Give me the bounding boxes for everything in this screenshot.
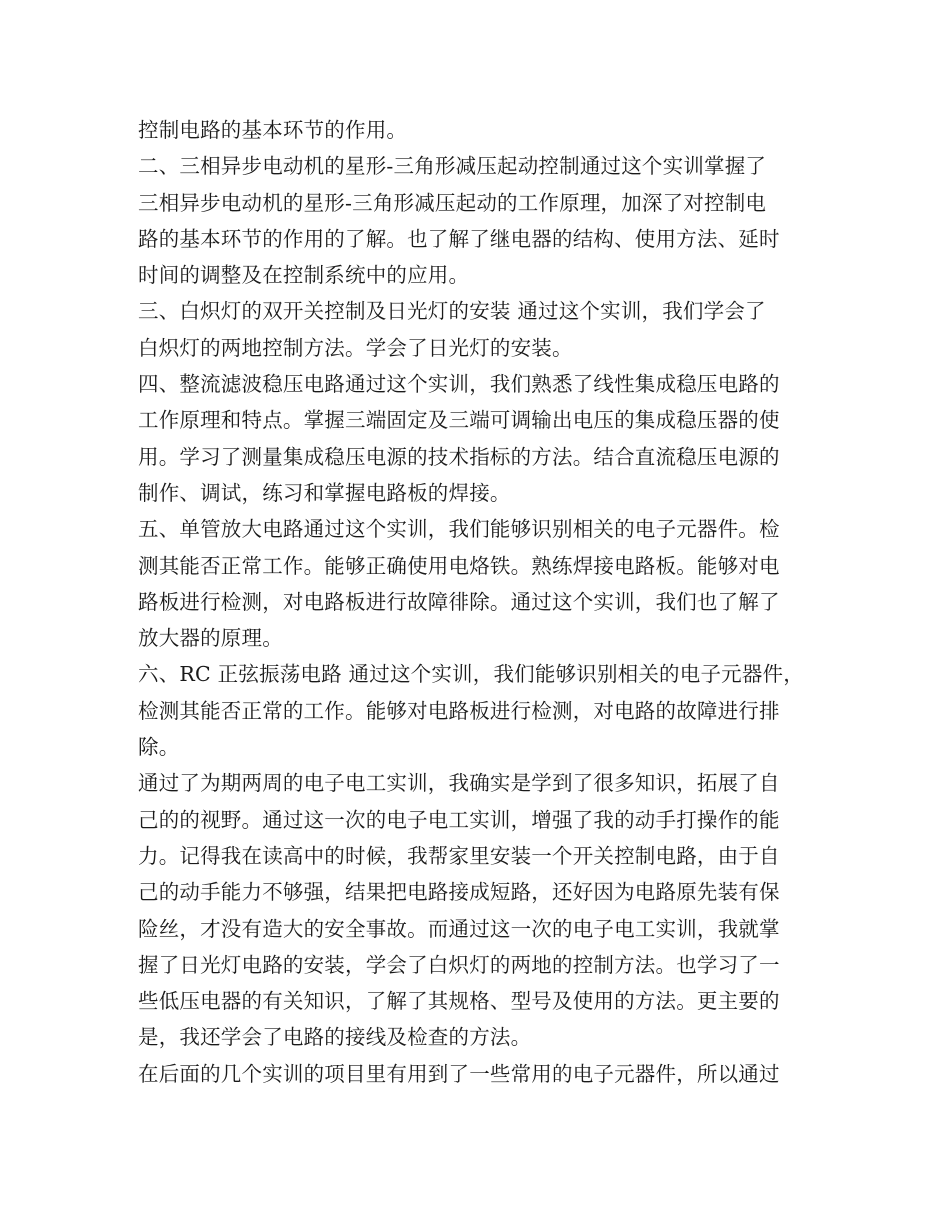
- text-line: 六、RC 正弦振荡电路 通过这个实训，我们能够识别相关的电子元器件，: [138, 662, 804, 687]
- text-line: 三、白炽灯的双开关控制及日光灯的安装 通过这个实训，我们学会了: [138, 299, 766, 324]
- text-line: 除。: [138, 735, 180, 760]
- text-line: 路板进行检测，对电路板进行故障徘除。通过这个实训，我们也了解了: [138, 589, 780, 614]
- text-line: 在后面的几个实训的项目里有用到了一些常用的电子元器件，所以通过: [138, 1061, 780, 1086]
- text-line: 工作原理和特点。掌握三端固定及三端可调输出电压的集成稳压器的使: [138, 408, 780, 433]
- text-line: 控制电路的基本环节的作用。: [138, 118, 408, 142]
- text-line: 白炽灯的两地控制方法。学会了日光灯的安装。: [138, 335, 573, 360]
- text-line: 险丝，才没有造大的安全事故。而通过这一次的电子电工实训，我就掌: [138, 916, 780, 941]
- text-line: 制作、调试，练习和掌握电路板的焊接。: [138, 480, 511, 505]
- text-line: 通过了为期两周的电子电工实训，我确实是学到了很多知识，拓展了自: [138, 771, 780, 796]
- text-line: 二、三相异步电动机的星形-三角形减压起动控制通过这个实训掌握了: [138, 154, 767, 179]
- text-line: 路的基本环节的作用的了解。也了解了继电器的结构、使用方法、延时: [138, 226, 780, 251]
- text-line: 力。记得我在读高中的时候，我帮家里安装一个开关控制电路，由于自: [138, 843, 780, 868]
- text-line: 放大器的原理。: [138, 626, 283, 651]
- text-line: 时间的调整及在控制系统中的应用。: [138, 263, 470, 288]
- text-line: 检测其能否正常的工作。能够对电路板进行检测，对电路的故障进行排: [138, 698, 780, 723]
- document-body: [138, 112, 818, 1092]
- text-line: 五、单管放大电路通过这个实训，我们能够识别相关的电子元器件。检: [138, 517, 780, 542]
- text-line: 用。学习了测量集成稳压电源的技术指标的方法。结合直流稳压电源的: [138, 444, 780, 469]
- text-line: 己的的视野。通过这一次的电子电工实训，增强了我的动手打操作的能: [138, 807, 780, 832]
- text-line: 些低压电器的有关知识，了解了其规格、型号及使用的方法。更主要的: [138, 989, 780, 1014]
- text-line: 测其能否正常工作。能够正确使用电烙铁。熟练焊接电路板。能够对电: [138, 553, 780, 578]
- text-line: 握了日光灯电路的安装，学会了白炽灯的两地的控制方法。也学习了一: [138, 952, 780, 977]
- text-line: 四、整流滤波稳压电路通过这个实训，我们熟悉了线性集成稳压电路的: [138, 372, 780, 397]
- text-line: 三相异步电动机的星形-三角形减压起动的工作原理，加深了对控制电: [138, 190, 767, 215]
- text-line: 己的动手能力不够强，结果把电路接成短路，还好因为电路原先装有保: [138, 880, 780, 905]
- text-line: 是，我还学会了电路的接线及检查的方法。: [138, 1025, 532, 1050]
